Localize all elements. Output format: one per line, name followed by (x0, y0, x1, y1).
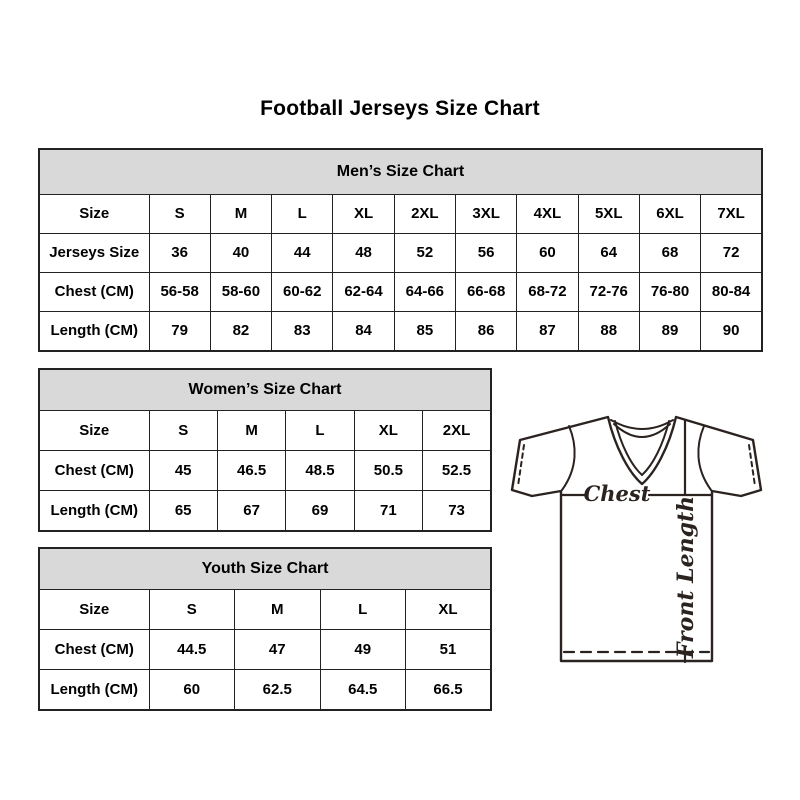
table-row (39, 273, 762, 312)
size-cell: L (320, 590, 406, 630)
size-cell: M (217, 411, 285, 451)
value-cell: 84 (333, 312, 394, 351)
size-cell: 2XL (423, 411, 491, 451)
row-label: Chest (CM) (39, 451, 149, 491)
value-cell: 52 (394, 234, 455, 273)
value-cell: 47 (235, 630, 321, 670)
table-row (39, 312, 762, 351)
page-title: Football Jerseys Size Chart (260, 97, 540, 120)
value-cell: 62.5 (235, 670, 321, 710)
value-cell: 64-66 (394, 273, 455, 312)
size-cell: S (149, 590, 235, 630)
value-cell: 45 (149, 451, 217, 491)
size-cell: XL (333, 195, 394, 234)
value-cell: 79 (149, 312, 210, 351)
size-cell: M (210, 195, 271, 234)
size-cell: XL (406, 590, 492, 630)
row-label: Length (CM) (39, 670, 149, 710)
womens-table-title: Women’s Size Chart (39, 369, 491, 411)
size-cell: S (149, 411, 217, 451)
collar-back-curve-1 (611, 420, 673, 429)
value-cell: 66-68 (455, 273, 516, 312)
jersey-diagram-icon (505, 395, 780, 680)
table-title-row (39, 369, 491, 411)
table-row (39, 590, 491, 630)
front-length-label: Front Length (673, 495, 699, 659)
value-cell: 89 (639, 312, 700, 351)
value-cell: 64 (578, 234, 639, 273)
row-label: Length (CM) (39, 312, 149, 351)
size-cell: 6XL (639, 195, 700, 234)
table-title-row (39, 548, 491, 590)
value-cell: 60 (149, 670, 235, 710)
value-cell: 52.5 (423, 451, 491, 491)
value-cell: 56-58 (149, 273, 210, 312)
youth-table-title: Youth Size Chart (39, 548, 491, 590)
value-cell: 88 (578, 312, 639, 351)
row-label: Chest (CM) (39, 630, 149, 670)
value-cell: 46.5 (217, 451, 285, 491)
value-cell: 71 (354, 491, 422, 531)
value-cell: 69 (286, 491, 354, 531)
value-cell: 66.5 (406, 670, 492, 710)
table-row (39, 411, 491, 451)
row-label: Size (39, 411, 149, 451)
table-row (39, 195, 762, 234)
size-cell: M (235, 590, 321, 630)
size-cell: XL (354, 411, 422, 451)
value-cell: 48.5 (286, 451, 354, 491)
size-cell: 5XL (578, 195, 639, 234)
value-cell: 90 (701, 312, 762, 351)
value-cell: 64.5 (320, 670, 406, 710)
value-cell: 85 (394, 312, 455, 351)
size-cell: 2XL (394, 195, 455, 234)
size-cell: 3XL (455, 195, 516, 234)
womens-size-table (38, 368, 492, 532)
value-cell: 49 (320, 630, 406, 670)
value-cell: 44 (272, 234, 333, 273)
value-cell: 48 (333, 234, 394, 273)
size-cell: 7XL (701, 195, 762, 234)
size-cell: 4XL (517, 195, 578, 234)
value-cell: 56 (455, 234, 516, 273)
size-cell: L (286, 411, 354, 451)
jersey-outline (512, 417, 761, 661)
jersey-measurement-diagram (505, 395, 780, 680)
value-cell: 67 (217, 491, 285, 531)
row-label: Size (39, 195, 149, 234)
table-row (39, 234, 762, 273)
row-label: Jerseys Size (39, 234, 149, 273)
value-cell: 83 (272, 312, 333, 351)
mens-table-title: Men’s Size Chart (39, 149, 762, 195)
table-row (39, 451, 491, 491)
value-cell: 65 (149, 491, 217, 531)
row-label: Size (39, 590, 149, 630)
value-cell: 86 (455, 312, 516, 351)
value-cell: 87 (517, 312, 578, 351)
table-row (39, 670, 491, 710)
value-cell: 60 (517, 234, 578, 273)
mens-size-table (38, 148, 763, 352)
table-row (39, 491, 491, 531)
value-cell: 58-60 (210, 273, 271, 312)
value-cell: 36 (149, 234, 210, 273)
youth-size-table (38, 547, 492, 711)
value-cell: 76-80 (639, 273, 700, 312)
value-cell: 68 (639, 234, 700, 273)
table-title-row (39, 149, 762, 195)
value-cell: 51 (406, 630, 492, 670)
size-cell: L (272, 195, 333, 234)
table-row (39, 630, 491, 670)
row-label: Length (CM) (39, 491, 149, 531)
value-cell: 68-72 (517, 273, 578, 312)
value-cell: 40 (210, 234, 271, 273)
value-cell: 80-84 (701, 273, 762, 312)
value-cell: 82 (210, 312, 271, 351)
size-cell: S (149, 195, 210, 234)
value-cell: 73 (423, 491, 491, 531)
value-cell: 60-62 (272, 273, 333, 312)
value-cell: 50.5 (354, 451, 422, 491)
value-cell: 62-64 (333, 273, 394, 312)
value-cell: 72 (701, 234, 762, 273)
value-cell: 44.5 (149, 630, 235, 670)
value-cell: 72-76 (578, 273, 639, 312)
row-label: Chest (CM) (39, 273, 149, 312)
chest-label: Chest (583, 481, 651, 506)
